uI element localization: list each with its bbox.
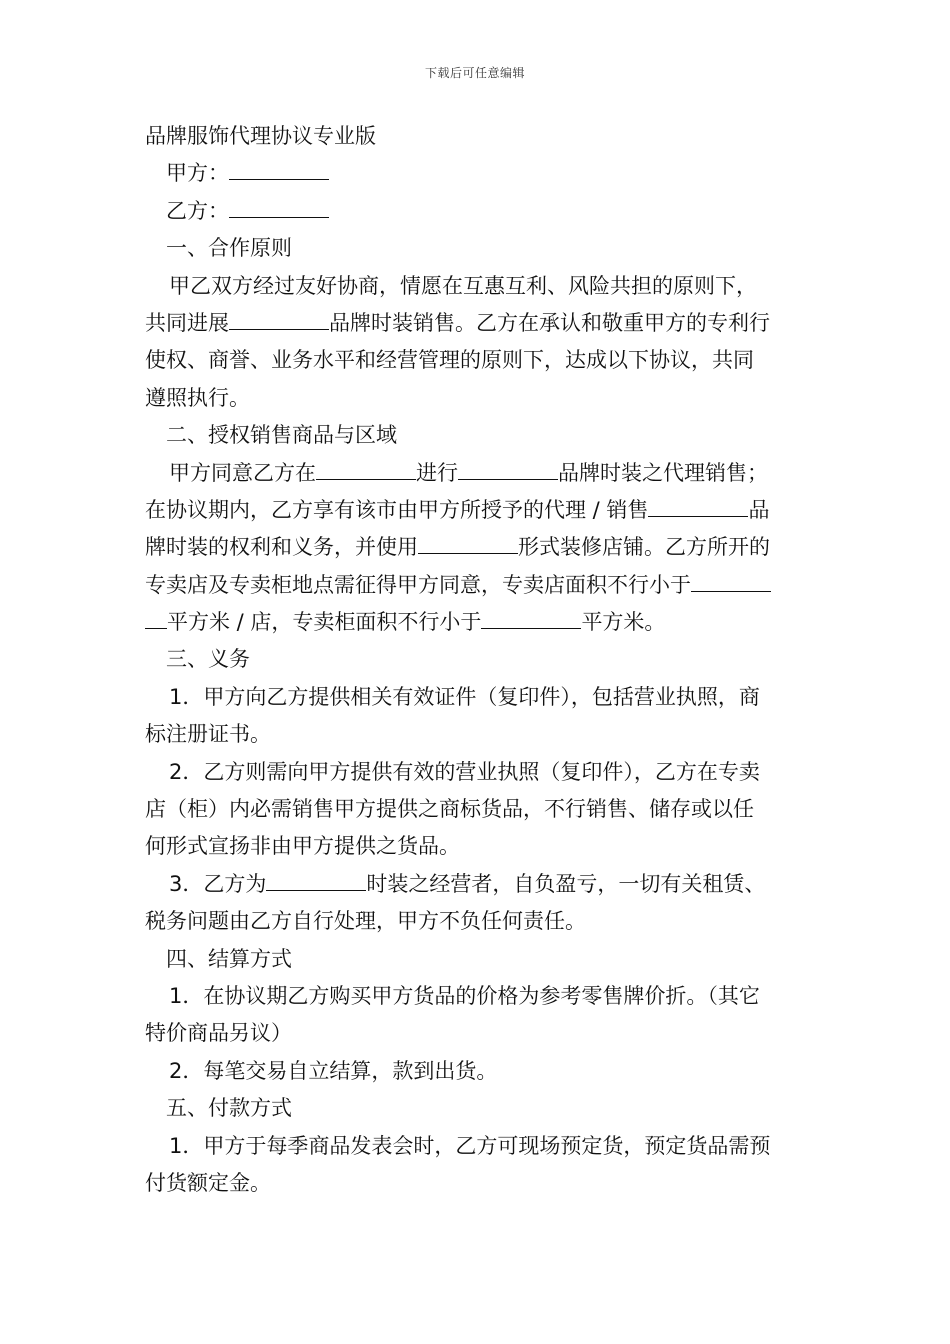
party-b-line	[145, 193, 810, 230]
paragraph-line: 使权、商誉、业务水平和经营管理的原则下，达成以下协议，共同	[145, 348, 754, 373]
fill-blank	[691, 571, 771, 592]
paragraph-line	[145, 305, 810, 342]
fill-blank	[229, 309, 329, 330]
paragraph-line	[145, 492, 810, 529]
text-run: 共同进展	[145, 310, 229, 335]
fill-blank	[418, 533, 518, 554]
paragraph-line: 特价商品另议）	[145, 1021, 292, 1046]
paragraph-line: 1．甲方向乙方提供相关有效证件（复印件），包括营业执照，商	[169, 684, 760, 709]
paragraph-line	[145, 604, 810, 641]
text-run: 专卖店及专卖柜地点需征得甲方同意，专卖店面积不行小于	[145, 572, 691, 597]
paragraph-line: 遵照执行。	[145, 385, 250, 410]
text-run: 形式装修店铺。乙方所开的	[518, 535, 770, 560]
party-a-line	[145, 155, 810, 192]
paragraph-line: 税务问题由乙方自行处理，甲方不负任何责任。	[145, 909, 586, 934]
fill-blank	[316, 459, 416, 480]
section-heading: 二、授权销售商品与区域	[166, 423, 397, 448]
paragraph-line: 1．甲方于每季商品发表会时，乙方可现场预定货，预定货品需预	[169, 1133, 771, 1158]
party-a-blank	[229, 159, 329, 180]
text-run: 平方米。	[581, 610, 666, 635]
party-a-label: 甲方：	[166, 161, 229, 186]
document-body	[145, 118, 810, 1202]
paragraph-line: 2．乙方则需向甲方提供有效的营业执照（复印件），乙方在专卖	[169, 759, 760, 784]
paragraph-line: 付货额定金。	[145, 1170, 271, 1195]
fill-blank	[266, 870, 366, 891]
text-run: 平方米 / 店，专卖柜面积不行小于	[167, 610, 482, 635]
paragraph-line: 店（柜）内必需销售甲方提供之商标货品，不行销售、储存或以任	[145, 797, 754, 822]
paragraph-line: 何形式宣扬非由甲方提供之货品。	[145, 834, 460, 859]
text-run: 品	[748, 497, 770, 522]
paragraph-line: 标注册证书。	[145, 722, 271, 747]
party-b-label: 乙方：	[166, 198, 229, 223]
paragraph-line: 甲乙双方经过友好协商，情愿在互惠互利、风险共担的原则下，	[169, 273, 757, 298]
fill-blank	[648, 496, 748, 517]
section-heading: 四、结算方式	[166, 946, 292, 971]
paragraph-line	[145, 529, 810, 566]
page-header-note: 下载后可任意编辑	[424, 66, 525, 80]
fill-blank	[458, 459, 558, 480]
document-title: 品牌服饰代理协议专业版	[145, 124, 376, 148]
party-b-blank	[229, 197, 329, 218]
text-run: 进行	[416, 460, 458, 485]
paragraph-line: 2．每笔交易自立结算，款到出货。	[169, 1058, 498, 1083]
paragraph-line	[145, 866, 810, 903]
text-run: 品牌时装销售。乙方在承认和敬重甲方的专利行	[329, 310, 770, 335]
text-run: 时装之经营者，自负盈亏，一切有关租赁、	[366, 871, 766, 896]
section-heading: 五、付款方式	[166, 1096, 292, 1121]
paragraph-line	[145, 567, 810, 604]
paragraph-line: 1．在协议期乙方购买甲方货品的价格为参考零售牌价折。（其它	[169, 983, 760, 1008]
paragraph-line	[145, 455, 810, 492]
fill-blank	[481, 608, 581, 629]
fill-blank	[145, 608, 167, 629]
text-run: 品牌时装之代理销售；	[558, 460, 768, 485]
section-heading: 一、合作原则	[166, 236, 292, 261]
text-run: 甲方同意乙方在	[169, 460, 316, 485]
section-heading: 三、义务	[166, 647, 250, 672]
text-run: 在协议期内，乙方享有该市由甲方所授予的代理 / 销售	[145, 497, 649, 522]
text-run: 3．乙方为	[169, 871, 267, 896]
text-run: 牌时装的权利和义务，并使用	[145, 535, 418, 560]
